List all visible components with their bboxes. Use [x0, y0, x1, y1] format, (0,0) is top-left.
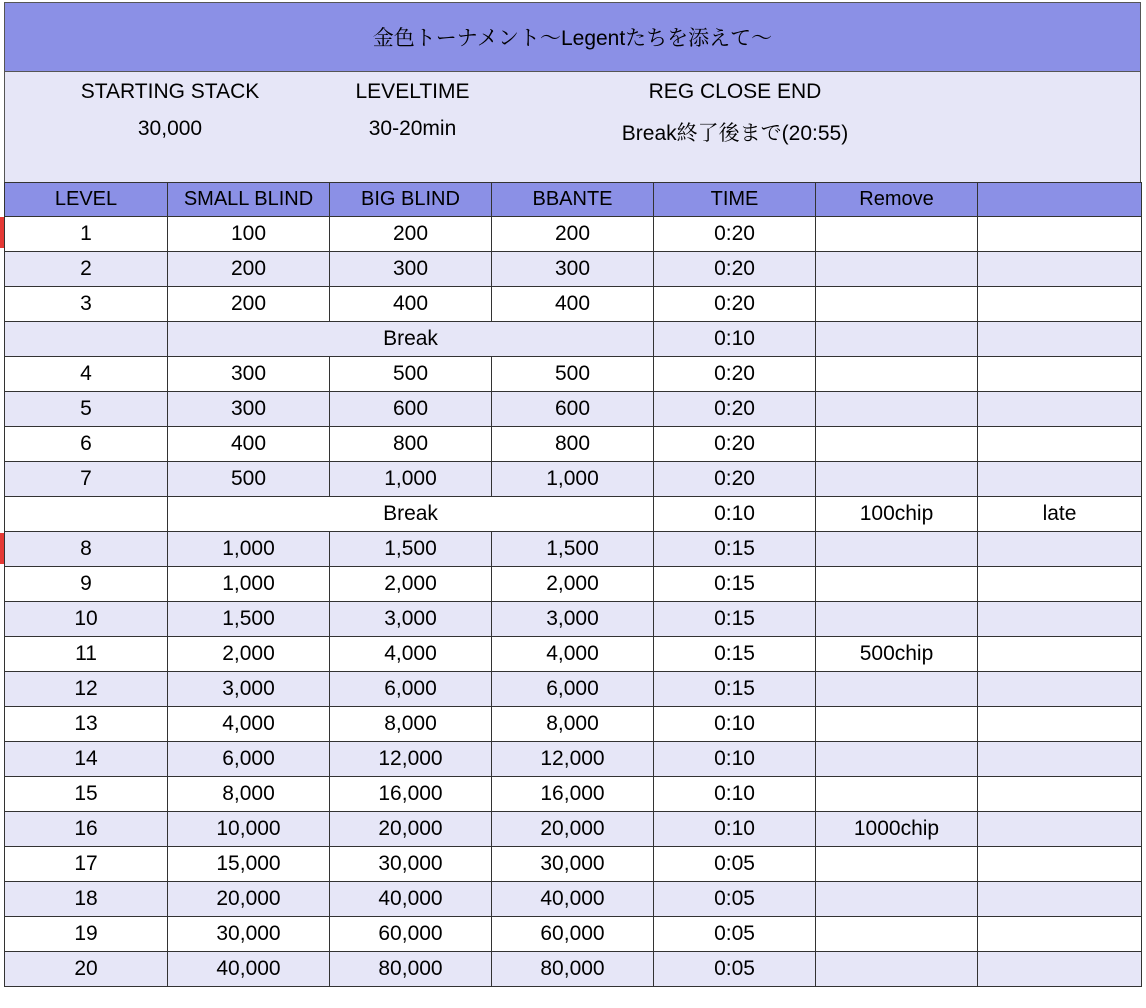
bbante-cell: 800: [492, 427, 654, 462]
level-cell: 5: [5, 392, 168, 427]
table-row: [5, 252, 1142, 287]
remove-cell: [816, 252, 978, 287]
remove-cell: [816, 742, 978, 777]
bbante-cell: 60,000: [492, 917, 654, 952]
table-row: [5, 532, 1142, 567]
bbante-cell: 40,000: [492, 882, 654, 917]
big-blind-cell: 400: [330, 287, 492, 322]
leveltime-label: LEVELTIME: [355, 80, 470, 103]
time-cell: 0:20: [654, 287, 816, 322]
remove-cell: [816, 952, 978, 987]
level-cell: 10: [5, 602, 168, 637]
bbante-cell: 500: [492, 357, 654, 392]
big-blind-cell: 500: [330, 357, 492, 392]
bbante-cell: 3,000: [492, 602, 654, 637]
remove-cell: [816, 462, 978, 497]
table-row: [5, 357, 1142, 392]
small-blind-cell: 40,000: [168, 952, 330, 987]
time-cell: 0:05: [654, 917, 816, 952]
extra-cell: [978, 707, 1142, 742]
extra-cell: [978, 392, 1142, 427]
level-cell: 6: [5, 427, 168, 462]
extra-cell: [978, 357, 1142, 392]
big-blind-cell: 20,000: [330, 812, 492, 847]
level-cell: 11: [5, 637, 168, 672]
level-cell: 3: [5, 287, 168, 322]
big-blind-cell: 800: [330, 427, 492, 462]
blind-table: [4, 182, 1142, 987]
table-row: [5, 567, 1142, 602]
column-header-big-blind: BIG BLIND: [330, 183, 492, 217]
level-cell: 2: [5, 252, 168, 287]
level-cell: [5, 497, 168, 532]
level-cell: 13: [5, 707, 168, 742]
table-row: [5, 637, 1142, 672]
remove-cell: [816, 532, 978, 567]
table-row: [5, 392, 1142, 427]
time-cell: 0:15: [654, 602, 816, 637]
level-cell: 16: [5, 812, 168, 847]
time-cell: 0:20: [654, 357, 816, 392]
bbante-cell: 400: [492, 287, 654, 322]
bbante-cell: 1,500: [492, 532, 654, 567]
sheet-title: 金色トーナメント〜Legentたちを添えて〜: [4, 2, 1141, 72]
small-blind-cell: 6,000: [168, 742, 330, 777]
bbante-cell: 1,000: [492, 462, 654, 497]
table-body: [5, 217, 1142, 987]
bbante-cell: 30,000: [492, 847, 654, 882]
small-blind-cell: 300: [168, 392, 330, 427]
bbante-cell: 2,000: [492, 567, 654, 602]
bbante-cell: 80,000: [492, 952, 654, 987]
small-blind-cell: 10,000: [168, 812, 330, 847]
table-row: [5, 462, 1142, 497]
column-header-level: LEVEL: [5, 183, 168, 217]
time-cell: 0:05: [654, 847, 816, 882]
small-blind-cell: 400: [168, 427, 330, 462]
table-row: [5, 812, 1142, 847]
time-cell: 0:10: [654, 812, 816, 847]
small-blind-cell: 8,000: [168, 777, 330, 812]
table-row: [5, 952, 1142, 987]
column-header-remove: Remove: [816, 183, 978, 217]
level-cell: 17: [5, 847, 168, 882]
extra-cell: [978, 217, 1142, 252]
small-blind-cell: 500: [168, 462, 330, 497]
extra-cell: [978, 252, 1142, 287]
small-blind-cell: 2,000: [168, 637, 330, 672]
time-cell: 0:10: [654, 777, 816, 812]
big-blind-cell: 12,000: [330, 742, 492, 777]
extra-cell: [978, 532, 1142, 567]
extra-cell: [978, 882, 1142, 917]
bbante-cell: 16,000: [492, 777, 654, 812]
big-blind-cell: 600: [330, 392, 492, 427]
level-cell: [5, 322, 168, 357]
small-blind-cell: 1,500: [168, 602, 330, 637]
big-blind-cell: 60,000: [330, 917, 492, 952]
big-blind-cell: 40,000: [330, 882, 492, 917]
big-blind-cell: 30,000: [330, 847, 492, 882]
bbante-cell: 4,000: [492, 637, 654, 672]
big-blind-cell: 8,000: [330, 707, 492, 742]
level-cell: 4: [5, 357, 168, 392]
remove-cell: [816, 427, 978, 462]
time-cell: 0:10: [654, 497, 816, 532]
small-blind-cell: 200: [168, 252, 330, 287]
remove-cell: [816, 322, 978, 357]
big-blind-cell: 80,000: [330, 952, 492, 987]
level-cell: 20: [5, 952, 168, 987]
small-blind-cell: 4,000: [168, 707, 330, 742]
remove-cell: [816, 392, 978, 427]
remove-cell: [816, 672, 978, 707]
extra-cell: late: [978, 497, 1142, 532]
time-cell: 0:20: [654, 392, 816, 427]
bbante-cell: 20,000: [492, 812, 654, 847]
tournament-info: [4, 72, 1141, 182]
level-cell: 14: [5, 742, 168, 777]
remove-cell: [816, 287, 978, 322]
bbante-cell: 12,000: [492, 742, 654, 777]
table-row: [5, 742, 1142, 777]
remove-cell: [816, 917, 978, 952]
starting-stack-value: 30,000: [137, 117, 203, 140]
table-row: [5, 882, 1142, 917]
extra-cell: [978, 672, 1142, 707]
extra-cell: [978, 287, 1142, 322]
level-cell: 8: [5, 532, 168, 567]
big-blind-cell: 200: [330, 217, 492, 252]
table-row: [5, 672, 1142, 707]
bbante-cell: 200: [492, 217, 654, 252]
small-blind-cell: 1,000: [168, 567, 330, 602]
big-blind-cell: 1,000: [330, 462, 492, 497]
table-row: [5, 777, 1142, 812]
table-row: [5, 917, 1142, 952]
starting-stack-label: STARTING STACK: [80, 80, 260, 103]
break-label: Break: [168, 497, 654, 532]
header-row: [5, 183, 1142, 217]
leveltime-value: 30-20min: [368, 117, 457, 140]
break-label: Break: [168, 322, 654, 357]
big-blind-cell: 300: [330, 252, 492, 287]
reg-close-value: Break終了後まで(20:55): [621, 122, 849, 145]
bbante-cell: 8,000: [492, 707, 654, 742]
time-cell: 0:20: [654, 252, 816, 287]
time-cell: 0:05: [654, 882, 816, 917]
break-row: [5, 497, 1142, 532]
level-cell: 1: [5, 217, 168, 252]
level-cell: 12: [5, 672, 168, 707]
level-cell: 15: [5, 777, 168, 812]
table-row: [5, 847, 1142, 882]
big-blind-cell: 3,000: [330, 602, 492, 637]
small-blind-cell: 100: [168, 217, 330, 252]
time-cell: 0:10: [654, 742, 816, 777]
table-row: [5, 287, 1142, 322]
remove-cell: 500chip: [816, 637, 978, 672]
time-cell: 0:05: [654, 952, 816, 987]
small-blind-cell: 20,000: [168, 882, 330, 917]
extra-cell: [978, 777, 1142, 812]
big-blind-cell: 2,000: [330, 567, 492, 602]
extra-cell: [978, 847, 1142, 882]
extra-cell: [978, 602, 1142, 637]
table-row: [5, 602, 1142, 637]
reg-close-label: REG CLOSE END: [648, 80, 822, 103]
extra-cell: [978, 812, 1142, 847]
extra-cell: [978, 462, 1142, 497]
extra-cell: [978, 637, 1142, 672]
extra-cell: [978, 322, 1142, 357]
blind-structure-sheet: [4, 2, 1141, 987]
extra-cell: [978, 742, 1142, 777]
big-blind-cell: 1,500: [330, 532, 492, 567]
time-cell: 0:15: [654, 672, 816, 707]
big-blind-cell: 4,000: [330, 637, 492, 672]
time-cell: 0:20: [654, 462, 816, 497]
extra-cell: [978, 567, 1142, 602]
small-blind-cell: 1,000: [168, 532, 330, 567]
remove-cell: [816, 602, 978, 637]
remove-cell: 1000chip: [816, 812, 978, 847]
time-cell: 0:10: [654, 322, 816, 357]
remove-cell: 100chip: [816, 497, 978, 532]
extra-cell: [978, 952, 1142, 987]
bbante-cell: 300: [492, 252, 654, 287]
time-cell: 0:15: [654, 567, 816, 602]
break-row: [5, 322, 1142, 357]
remove-cell: [816, 707, 978, 742]
small-blind-cell: 15,000: [168, 847, 330, 882]
table-row: [5, 217, 1142, 252]
small-blind-cell: 30,000: [168, 917, 330, 952]
big-blind-cell: 6,000: [330, 672, 492, 707]
extra-cell: [978, 917, 1142, 952]
level-cell: 18: [5, 882, 168, 917]
table-row: [5, 427, 1142, 462]
remove-cell: [816, 357, 978, 392]
time-cell: 0:15: [654, 532, 816, 567]
extra-cell: [978, 427, 1142, 462]
remove-cell: [816, 882, 978, 917]
time-cell: 0:20: [654, 217, 816, 252]
level-cell: 7: [5, 462, 168, 497]
time-cell: 0:10: [654, 707, 816, 742]
small-blind-cell: 200: [168, 287, 330, 322]
level-cell: 19: [5, 917, 168, 952]
column-header-extra: [978, 183, 1142, 217]
big-blind-cell: 16,000: [330, 777, 492, 812]
remove-cell: [816, 217, 978, 252]
column-header-small-blind: SMALL BLIND: [168, 183, 330, 217]
column-header-bbante: BBANTE: [492, 183, 654, 217]
remove-cell: [816, 847, 978, 882]
table-row: [5, 707, 1142, 742]
time-cell: 0:15: [654, 637, 816, 672]
small-blind-cell: 300: [168, 357, 330, 392]
remove-cell: [816, 777, 978, 812]
level-cell: 9: [5, 567, 168, 602]
bbante-cell: 6,000: [492, 672, 654, 707]
column-header-time: TIME: [654, 183, 816, 217]
small-blind-cell: 3,000: [168, 672, 330, 707]
remove-cell: [816, 567, 978, 602]
bbante-cell: 600: [492, 392, 654, 427]
time-cell: 0:20: [654, 427, 816, 462]
